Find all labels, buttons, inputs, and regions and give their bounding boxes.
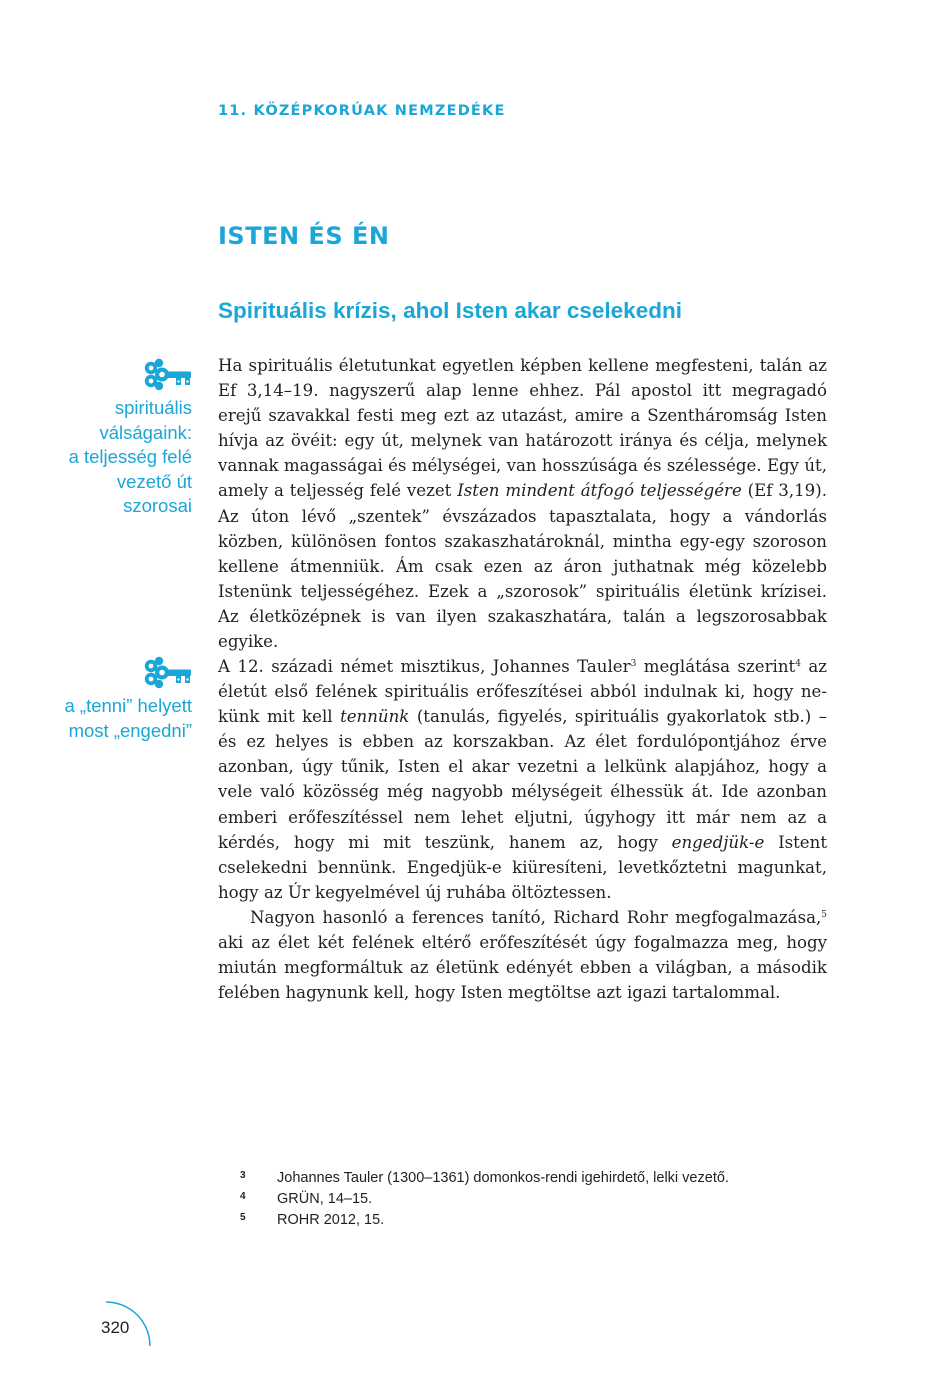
margin-note-line: a teljesség felé: [68, 446, 192, 467]
margin-note-line: vezető út: [116, 470, 192, 492]
paragraph-text: (tanulás, figyelés, spirituális gyakorlatok stb.) – és ez helyes is ebben az korszakban. Az élet fordulópontjához érve azonban, úgy tűnik, Isten el akar vezetni a lelkünk alapjához, hogy a vele való közösség még nagyobb mélységeit élhessük át. Ide azonban emberi erőfeszítéssel nem lehet eljutni, úgyhogy itt már nem az a kérdés, hogy mi mit teszünk, hanem az, hogy: [218, 707, 827, 852]
margin-note-2: [2, 655, 192, 743]
paragraph-text: meglátása szerint: [636, 657, 796, 676]
margin-note-line: a „tenni” helyett: [64, 695, 192, 716]
chapter-title: ISTEN ÉS ÉN: [218, 222, 390, 250]
footnote-text: ROHR 2012, 15.: [277, 1212, 385, 1228]
margin-note-line: szorosai: [123, 495, 192, 516]
page-number: 320: [101, 1318, 130, 1337]
italic-phrase: Isten mindent átfogó teljességére: [457, 481, 742, 501]
footnote: [240, 1210, 840, 1231]
margin-note-line: most „engedni”: [68, 719, 192, 741]
footnote-ref[interactable]: 5: [821, 909, 827, 920]
paragraph-text: A 12. századi német misztikus, Johannes Tauler: [218, 657, 631, 676]
running-head: 11. KÖZÉPKORÚAK NEMZEDÉKE: [218, 103, 506, 119]
margin-note-line: válságaink:: [99, 421, 192, 443]
paragraph-2: [218, 654, 827, 905]
paragraph-text: az életút első felének spirituális erőfeszítései abból indulnak ki, hogy nekünk mit kell: [218, 657, 827, 727]
key-icon: [142, 357, 192, 391]
paragraph-text: Istent cselekedni bennünk. Engedjük-e kiüresíteni, levetkőztetni magunkat, hogy az Úr kegyelmével új ruhába öltöztessen.: [218, 832, 827, 902]
footnote-number: 4: [240, 1191, 246, 1202]
footnote-text: Johannes Tauler (1300–1361) domonkos-rendi igehirdető, lelki vezető.: [277, 1170, 729, 1186]
section-title: Spirituális krízis, ahol Isten akar cselekedni: [218, 298, 682, 323]
footnotes: [240, 1168, 840, 1231]
margin-note-line: spirituális: [114, 397, 192, 418]
italic-phrase: tennünk: [340, 707, 410, 727]
paragraph-text: Ha spirituális életutunkat egyetlen képben kellene megfesteni, talán az Ef 3,14–19. nagyszerű alap lenne ehhez. Pál apostol itt megragadó erejű szavakkal festi meg ezt az utazást, amire a Szentháromság Isten hívja az övéit: egy út, melynek van határozott iránya és célja, melynek vannak magasságai és mélységei, van hosszúsága és szélessége. Egy út, amely a teljesség felé vezet: [218, 356, 827, 501]
footnote-number: 5: [240, 1212, 246, 1223]
paragraph-text: aki az élet két felének eltérő erőfeszítését úgy fogalmazza meg, hogy miután megformáltuk az életünk edényét ebben a világban, a második felében hagynunk kell, hogy Isten megtöltse azt igazi tartalommal.: [218, 933, 827, 1003]
footnote-number: 3: [240, 1170, 246, 1181]
margin-note-1: [2, 357, 192, 519]
paragraph-text: Nagyon hasonló a ferences tanító, Richard Rohr megfogalmazása,: [250, 907, 822, 927]
paragraph-text: (Ef 3,19). Az úton lévő „szentek” évszázados tapasztalata, hogy a vándorlás közben, különösen fontos szakaszhatároknál, mintha egy-egy szoroson kellene átmenniük. Ám csak ezen az áron juthatnak még közelebb Istenünk teljességéhez. Ezek a „szorosok” spirituális életünk krízisei. Az életközépnek is van ilyen szakaszhatára, talán a legszorosabbak egyike.: [218, 481, 827, 652]
body-text-block-1: [218, 353, 827, 654]
key-icon: [142, 655, 192, 689]
footnote-text: GRÜN, 14–15.: [277, 1191, 373, 1207]
italic-phrase: engedjük-e: [671, 832, 765, 852]
body-text-block-2: [218, 654, 827, 1005]
footnote: [240, 1189, 840, 1210]
paragraph-3: [218, 905, 827, 1005]
paragraph-1: [218, 353, 827, 654]
footnote-ref[interactable]: 3: [630, 659, 637, 669]
footnote: [240, 1168, 840, 1189]
footnote-ref[interactable]: 4: [795, 659, 801, 669]
